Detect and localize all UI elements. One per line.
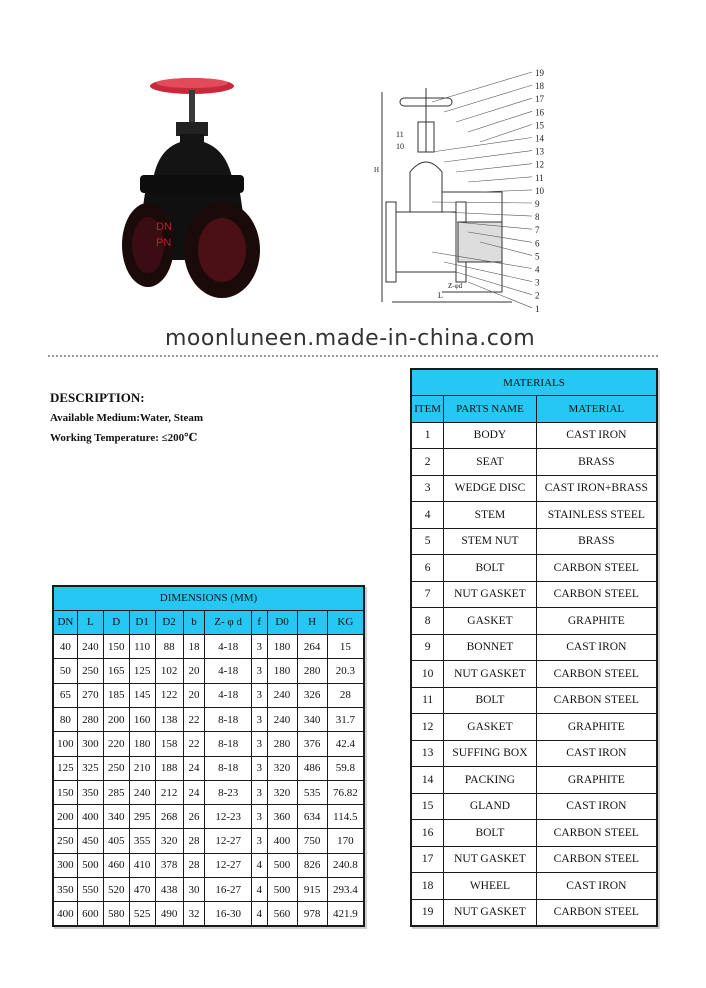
callout-leader [444, 151, 532, 162]
mats-row [411, 873, 657, 900]
dims-cell: 12-23 [205, 805, 252, 829]
dims-cell: 405 [103, 829, 129, 853]
dims-row [53, 780, 364, 804]
callout-leader [444, 212, 532, 216]
dims-row [53, 902, 364, 926]
dims-cell: 240 [267, 683, 297, 707]
dims-cell: 150 [103, 635, 129, 659]
callout-number: 16 [535, 107, 544, 118]
dims-cell: 285 [103, 780, 129, 804]
mats-cell: SEAT [444, 449, 536, 476]
mats-cell: CARBON STEEL [536, 899, 657, 926]
description-temperature: Working Temperature: ≤200℃ [50, 432, 198, 444]
dims-cell: 376 [297, 732, 327, 756]
dims-cell: 280 [77, 707, 103, 731]
dims-cell: 355 [129, 829, 155, 853]
dims-cell: 80 [53, 707, 77, 731]
mats-cell: STEM [444, 502, 536, 529]
callout-number: 4 [535, 264, 540, 275]
description-medium: Available Medium:Water, Steam [50, 412, 204, 424]
drawing-label: 11 [396, 130, 404, 139]
drawing-bonnet [410, 162, 442, 212]
mats-cell: 2 [411, 449, 444, 476]
dims-cell: 490 [155, 902, 183, 926]
dims-cell: 18 [183, 635, 205, 659]
dims-cell: 3 [251, 707, 267, 731]
mats-cell: SUFFING BOX [444, 740, 536, 767]
mats-cell: 12 [411, 714, 444, 741]
dims-cell: 520 [103, 878, 129, 902]
dims-cell: 400 [77, 805, 103, 829]
dims-cell: 150 [53, 780, 77, 804]
dims-cell: 535 [297, 780, 327, 804]
dims-cell: 300 [53, 853, 77, 877]
mats-cell: BOLT [444, 555, 536, 582]
dims-cell: 400 [53, 902, 77, 926]
callout-number: 15 [535, 120, 544, 131]
dims-cell: 31.7 [327, 707, 364, 731]
mats-row [411, 581, 657, 608]
callout-leader [444, 262, 532, 282]
dims-cell: 4-18 [205, 635, 252, 659]
dims-cell: 42.4 [327, 732, 364, 756]
valve-section-drawing [372, 62, 562, 320]
mats-row [411, 608, 657, 635]
dims-cell: 3 [251, 683, 267, 707]
mats-cell: 19 [411, 899, 444, 926]
dims-cell: 750 [297, 829, 327, 853]
mats-row [411, 661, 657, 688]
mats-cell: 4 [411, 502, 444, 529]
dims-cell: 24 [183, 756, 205, 780]
dims-cell: 180 [267, 635, 297, 659]
callout-number: 1 [535, 303, 540, 314]
mats-row [411, 555, 657, 582]
dims-cell: 400 [267, 829, 297, 853]
mats-cell: 3 [411, 475, 444, 502]
mats-row [411, 767, 657, 794]
dims-cell: 145 [129, 683, 155, 707]
dims-cell: 180 [267, 659, 297, 683]
dims-cell: 421.9 [327, 902, 364, 926]
mats-cell: NUT GASKET [444, 846, 536, 873]
mats-cell: 9 [411, 634, 444, 661]
dims-row [53, 853, 364, 877]
dims-cell: 110 [129, 635, 155, 659]
dims-cell: 250 [103, 756, 129, 780]
dims-header: f [251, 610, 267, 634]
dims-cell: 4 [251, 902, 267, 926]
dims-cell: 125 [129, 659, 155, 683]
drawing-label: 10 [396, 142, 404, 151]
mats-cell: BODY [444, 422, 536, 449]
dims-row [53, 707, 364, 731]
callout-number: 2 [535, 290, 540, 301]
dims-row [53, 756, 364, 780]
mats-cell: 8 [411, 608, 444, 635]
dims-cell: 3 [251, 756, 267, 780]
dims-cell: 170 [327, 829, 364, 853]
dims-cell: 8-18 [205, 756, 252, 780]
mats-cell: PACKING [444, 767, 536, 794]
dims-cell: 320 [267, 756, 297, 780]
mats-cell: BRASS [536, 528, 657, 555]
mats-header: PARTS NAME [444, 396, 536, 423]
dims-cell: 22 [183, 732, 205, 756]
mats-cell: CARBON STEEL [536, 581, 657, 608]
dims-cell: 16-30 [205, 902, 252, 926]
dims-cell: 525 [129, 902, 155, 926]
mats-cell: NUT GASKET [444, 899, 536, 926]
dims-header: D0 [267, 610, 297, 634]
mats-cell: GASKET [444, 608, 536, 635]
dims-cell: 28 [327, 683, 364, 707]
dimensions-table [52, 585, 365, 927]
dims-cell: 59.8 [327, 756, 364, 780]
dims-cell: 160 [129, 707, 155, 731]
dims-cell: 32 [183, 902, 205, 926]
dims-cell: 20 [183, 683, 205, 707]
mats-row [411, 846, 657, 873]
dims-cell: 470 [129, 878, 155, 902]
mats-cell: BOLT [444, 687, 536, 714]
dims-row [53, 878, 364, 902]
dims-cell: 188 [155, 756, 183, 780]
mats-row [411, 740, 657, 767]
callout-number: 10 [535, 185, 544, 196]
dims-cell: 264 [297, 635, 327, 659]
callout-number: 7 [535, 225, 540, 236]
drawing-label: L [438, 291, 443, 300]
dims-cell: 20 [183, 659, 205, 683]
dims-cell: 3 [251, 829, 267, 853]
dims-cell: 486 [297, 756, 327, 780]
mats-cell: CARBON STEEL [536, 820, 657, 847]
mats-cell: 18 [411, 873, 444, 900]
dims-cell: 410 [129, 853, 155, 877]
mats-cell: CAST IRON [536, 793, 657, 820]
mats-cell: CARBON STEEL [536, 555, 657, 582]
dims-cell: 22 [183, 707, 205, 731]
dims-row [53, 732, 364, 756]
dims-cell: 550 [77, 878, 103, 902]
mats-row [411, 449, 657, 476]
dims-cell: 320 [155, 829, 183, 853]
mats-cell: BRASS [536, 449, 657, 476]
callout-number: 9 [535, 199, 540, 209]
dims-header: b [183, 610, 205, 634]
dims-cell: 65 [53, 683, 77, 707]
dims-cell: 8-18 [205, 707, 252, 731]
callout-leader [468, 111, 532, 132]
dims-cell: 915 [297, 878, 327, 902]
dims-cell: 3 [251, 732, 267, 756]
callout-number: 19 [535, 68, 544, 78]
dims-cell: 326 [297, 683, 327, 707]
dims-cell: 240 [77, 635, 103, 659]
dims-cell: 240 [267, 707, 297, 731]
callout-number: 5 [535, 251, 540, 262]
mats-header: MATERIAL [536, 396, 657, 423]
dims-cell: 268 [155, 805, 183, 829]
dims-cell: 4-18 [205, 683, 252, 707]
divider [48, 355, 658, 357]
description-heading: DESCRIPTION: [50, 390, 145, 405]
dims-cell: 350 [53, 878, 77, 902]
dims-header: DN [53, 610, 77, 634]
mats-cell: CAST IRON [536, 873, 657, 900]
dims-cell: 200 [103, 707, 129, 731]
mats-cell: WEDGE DISC [444, 475, 536, 502]
dims-cell: 250 [53, 829, 77, 853]
mats-cell: WHEEL [444, 873, 536, 900]
mats-row [411, 793, 657, 820]
dims-cell: 560 [267, 902, 297, 926]
callout-number: 13 [535, 146, 544, 157]
mats-cell: NUT GASKET [444, 581, 536, 608]
drawing-label: H [374, 166, 380, 174]
drawing-flange [386, 202, 396, 282]
dims-row [53, 829, 364, 853]
dims-header: D2 [155, 610, 183, 634]
mats-cell: CARBON STEEL [536, 661, 657, 688]
dims-cell: 15 [327, 635, 364, 659]
callout-leader [468, 177, 532, 182]
callout-number: 3 [535, 277, 540, 288]
mats-cell: 17 [411, 846, 444, 873]
callout-number: 14 [535, 133, 544, 144]
dims-cell: 360 [267, 805, 297, 829]
svg-text:PN: PN [156, 237, 172, 249]
dims-row [53, 683, 364, 707]
dims-cell: 500 [77, 853, 103, 877]
mats-cell: CARBON STEEL [536, 846, 657, 873]
dims-cell: 280 [267, 732, 297, 756]
mats-cell: 5 [411, 528, 444, 555]
dims-cell: 40 [53, 635, 77, 659]
dims-cell: 102 [155, 659, 183, 683]
dims-cell: 4-18 [205, 659, 252, 683]
mats-cell: 13 [411, 740, 444, 767]
dims-header: D [103, 610, 129, 634]
dims-cell: 295 [129, 805, 155, 829]
dims-cell: 16-27 [205, 878, 252, 902]
dims-cell: 438 [155, 878, 183, 902]
dims-cell: 500 [267, 878, 297, 902]
callout-leader [456, 98, 532, 122]
callout-leader [432, 72, 532, 102]
dims-cell: 460 [103, 853, 129, 877]
dims-header: D1 [129, 610, 155, 634]
dims-cell: 580 [103, 902, 129, 926]
mats-cell: CARBON STEEL [536, 687, 657, 714]
dims-cell: 12-27 [205, 829, 252, 853]
dims-cell: 8-18 [205, 732, 252, 756]
dims-cell: 30 [183, 878, 205, 902]
dims-cell: 325 [77, 756, 103, 780]
callout-leader [432, 202, 532, 203]
dims-cell: 340 [297, 707, 327, 731]
dims-cell: 634 [297, 805, 327, 829]
mats-cell: CAST IRON [536, 634, 657, 661]
dims-cell: 212 [155, 780, 183, 804]
dims-cell: 200 [53, 805, 77, 829]
mats-cell: 16 [411, 820, 444, 847]
mats-row [411, 422, 657, 449]
mats-cell: 14 [411, 767, 444, 794]
dims-cell: 20.3 [327, 659, 364, 683]
dims-row [53, 805, 364, 829]
dims-cell: 100 [53, 732, 77, 756]
dims-cell: 28 [183, 829, 205, 853]
mats-cell: BONNET [444, 634, 536, 661]
svg-text:DN: DN [156, 221, 172, 233]
dims-cell: 24 [183, 780, 205, 804]
dims-cell: 826 [297, 853, 327, 877]
callout-number: 18 [535, 81, 544, 92]
drawing-label: Z-φd [448, 282, 463, 290]
description-block [50, 388, 203, 448]
mats-cell: GRAPHITE [536, 608, 657, 635]
mats-row [411, 820, 657, 847]
dims-cell: 350 [77, 780, 103, 804]
callout-leader [456, 272, 532, 295]
dims-cell: 28 [183, 853, 205, 877]
mats-row [411, 634, 657, 661]
dims-cell: 293.4 [327, 878, 364, 902]
dims-cell: 320 [267, 780, 297, 804]
callout-leader [456, 164, 532, 172]
drawing-body [396, 212, 456, 272]
callout-leader [468, 282, 532, 308]
dims-cell: 250 [77, 659, 103, 683]
dims-cell: 12-27 [205, 853, 252, 877]
mats-row [411, 687, 657, 714]
mats-cell: GLAND [444, 793, 536, 820]
dims-cell: 165 [103, 659, 129, 683]
dims-cell: 220 [103, 732, 129, 756]
dims-cell: 240.8 [327, 853, 364, 877]
dims-header: H [297, 610, 327, 634]
dims-cell: 50 [53, 659, 77, 683]
dims-cell: 158 [155, 732, 183, 756]
dims-cell: 185 [103, 683, 129, 707]
dims-cell: 280 [297, 659, 327, 683]
dims-row [53, 635, 364, 659]
dimensions-title: DIMENSIONS (MM) [53, 586, 364, 610]
mats-cell: 15 [411, 793, 444, 820]
dims-cell: 240 [129, 780, 155, 804]
dims-cell: 76.82 [327, 780, 364, 804]
dims-cell: 270 [77, 683, 103, 707]
mats-cell: 1 [411, 422, 444, 449]
dims-cell: 378 [155, 853, 183, 877]
callout-number: 11 [535, 172, 544, 183]
dims-cell: 978 [297, 902, 327, 926]
materials-title: MATERIALS [411, 369, 657, 396]
mats-cell: GASKET [444, 714, 536, 741]
mats-cell: 7 [411, 581, 444, 608]
watermark-text: moonluneen.made-in-china.com [165, 326, 536, 351]
dims-cell: 88 [155, 635, 183, 659]
dims-header: KG [327, 610, 364, 634]
dims-cell: 450 [77, 829, 103, 853]
dims-cell: 26 [183, 805, 205, 829]
callout-number: 8 [535, 212, 540, 223]
callout-leader [480, 124, 532, 142]
materials-table [410, 368, 658, 927]
dims-cell: 8-23 [205, 780, 252, 804]
dims-cell: 180 [129, 732, 155, 756]
dims-cell: 210 [129, 756, 155, 780]
dims-cell: 3 [251, 635, 267, 659]
mats-cell: BOLT [444, 820, 536, 847]
callout-number: 6 [535, 238, 540, 249]
dims-cell: 125 [53, 756, 77, 780]
mats-cell: STEM NUT [444, 528, 536, 555]
callout-number: 12 [535, 159, 544, 170]
mats-row [411, 528, 657, 555]
callout-number: 17 [535, 94, 544, 105]
dims-cell: 138 [155, 707, 183, 731]
dims-header: L [77, 610, 103, 634]
dims-header: Z- φ d [205, 610, 252, 634]
mats-cell: CAST IRON [536, 740, 657, 767]
mats-cell: 10 [411, 661, 444, 688]
mats-row [411, 475, 657, 502]
callout-leader [444, 85, 532, 112]
callout-leader [432, 138, 532, 153]
dims-cell: 500 [267, 853, 297, 877]
gate-valve-photo [110, 70, 280, 310]
mats-cell: GRAPHITE [536, 714, 657, 741]
dims-cell: 340 [103, 805, 129, 829]
dims-cell: 122 [155, 683, 183, 707]
mats-cell: STAINLESS STEEL [536, 502, 657, 529]
dims-cell: 600 [77, 902, 103, 926]
dims-cell: 3 [251, 780, 267, 804]
mats-cell: GRAPHITE [536, 767, 657, 794]
dims-cell: 114.5 [327, 805, 364, 829]
dims-row [53, 659, 364, 683]
mats-cell: NUT GASKET [444, 661, 536, 688]
dims-cell: 3 [251, 805, 267, 829]
mats-cell: 11 [411, 687, 444, 714]
dims-cell: 4 [251, 853, 267, 877]
dims-cell: 300 [77, 732, 103, 756]
mats-row [411, 502, 657, 529]
mats-cell: 6 [411, 555, 444, 582]
dims-cell: 4 [251, 878, 267, 902]
mats-cell: CAST IRON+BRASS [536, 475, 657, 502]
callout-leader [480, 190, 532, 192]
mats-row [411, 899, 657, 926]
mats-header: ITEM [411, 396, 444, 423]
mats-cell: CAST IRON [536, 422, 657, 449]
mats-row [411, 714, 657, 741]
dims-cell: 3 [251, 659, 267, 683]
